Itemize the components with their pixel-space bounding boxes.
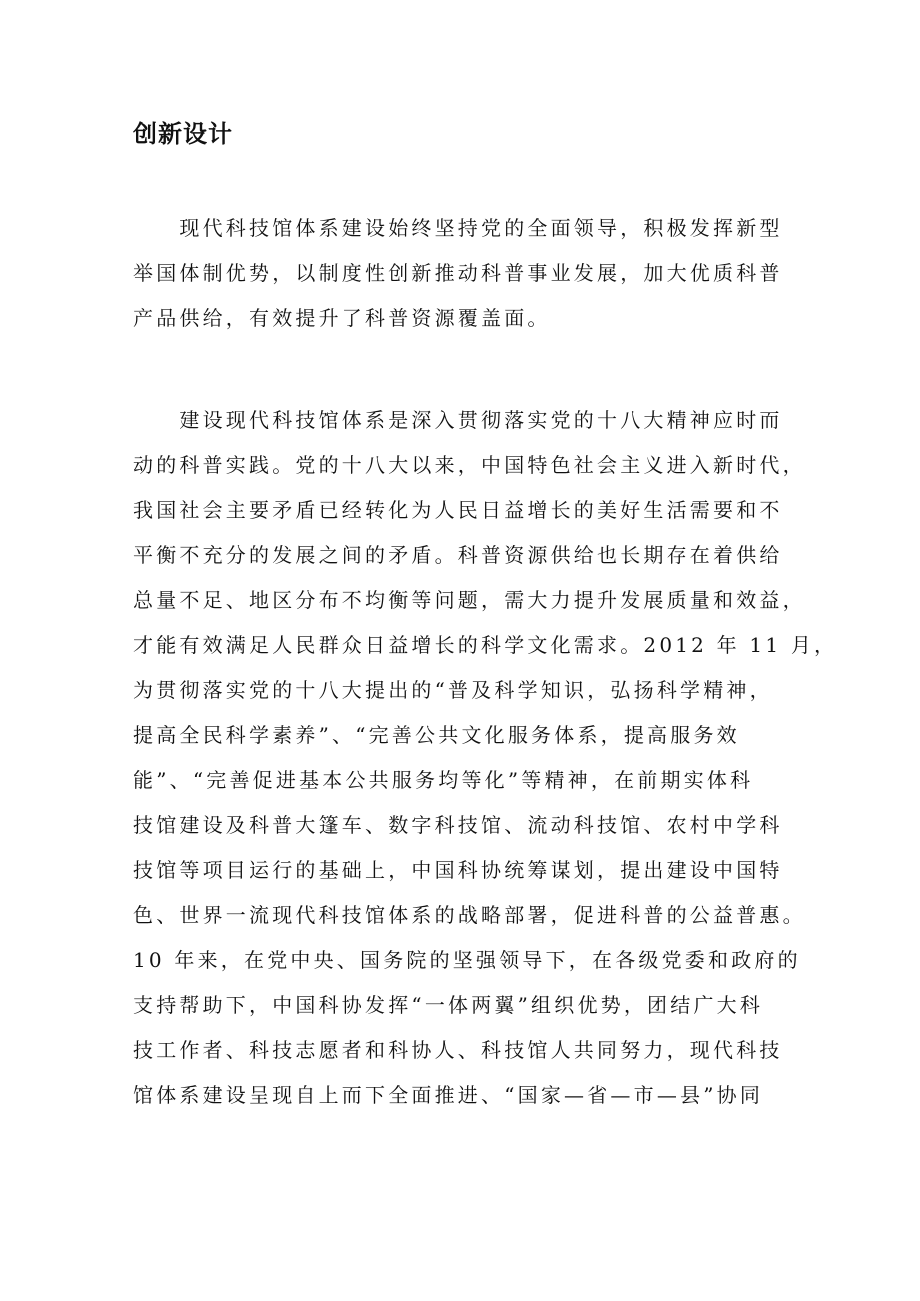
paragraph-line: 技馆建设及科普大篷车、数字科技馆、流动科技馆、农村中学科	[133, 813, 783, 837]
paragraph-line: 动的科普实践。党的十八大以来，中国特色社会主义进入新时代，	[133, 453, 806, 477]
paragraph-line: 技馆等项目运行的基础上，中国科协统筹谋划，提出建设中国特	[133, 858, 783, 882]
paragraph-line: 我国社会主要矛盾已经转化为人民日益增长的美好生活需要和不	[133, 498, 783, 522]
paragraph-1	[133, 206, 793, 341]
paragraph-line: 总量不足、地区分布不均衡等问题，需大力提升发展质量和效益，	[133, 588, 806, 612]
paragraph-line: 支持帮助下，中国科协发挥“一体两翼”组织优势，团结广大科	[133, 993, 764, 1017]
section-heading: 创新设计	[133, 120, 233, 148]
paragraph-line: 技工作者、科技志愿者和科协人、科技馆人共同努力，现代科技	[133, 1038, 783, 1062]
paragraph-line: 色、世界一流现代科技馆体系的战略部署，促进科普的公益普惠。	[133, 903, 806, 927]
paragraph-line: 产品供给，有效提升了科普资源覆盖面。	[133, 306, 551, 330]
paragraph-line: 平衡不充分的发展之间的矛盾。科普资源供给也长期存在着供给	[133, 543, 783, 567]
paragraph-line: 才能有效满足人民群众日益增长的科学文化需求。2012 年 11 月，	[133, 633, 838, 657]
paragraph-line: 提高全民科学素养”、“完善公共文化服务体系，提高服务效	[133, 723, 740, 747]
paragraph-line: 举国体制优势，以制度性创新推动科普事业发展，加大优质科普	[133, 261, 783, 285]
paragraph-line: 建设现代科技馆体系是深入贯彻落实党的十八大精神应时而	[133, 408, 783, 432]
paragraph-line: 10 年来，在党中央、国务院的坚强领导下，在各级党委和政府的	[133, 948, 801, 972]
paragraph-line: 现代科技馆体系建设始终坚持党的全面领导，积极发挥新型	[133, 216, 783, 240]
paragraph-line: 为贯彻落实党的十八大提出的“普及科学知识，弘扬科学精神，	[133, 678, 773, 702]
paragraph-line: 馆体系建设呈现自上而下全面推进、“国家—省—市—县”协同	[133, 1083, 764, 1107]
paragraph-line: 能”、“完善促进基本公共服务均等化”等精神，在前期实体科	[133, 768, 754, 792]
paragraph-2	[133, 398, 838, 1118]
